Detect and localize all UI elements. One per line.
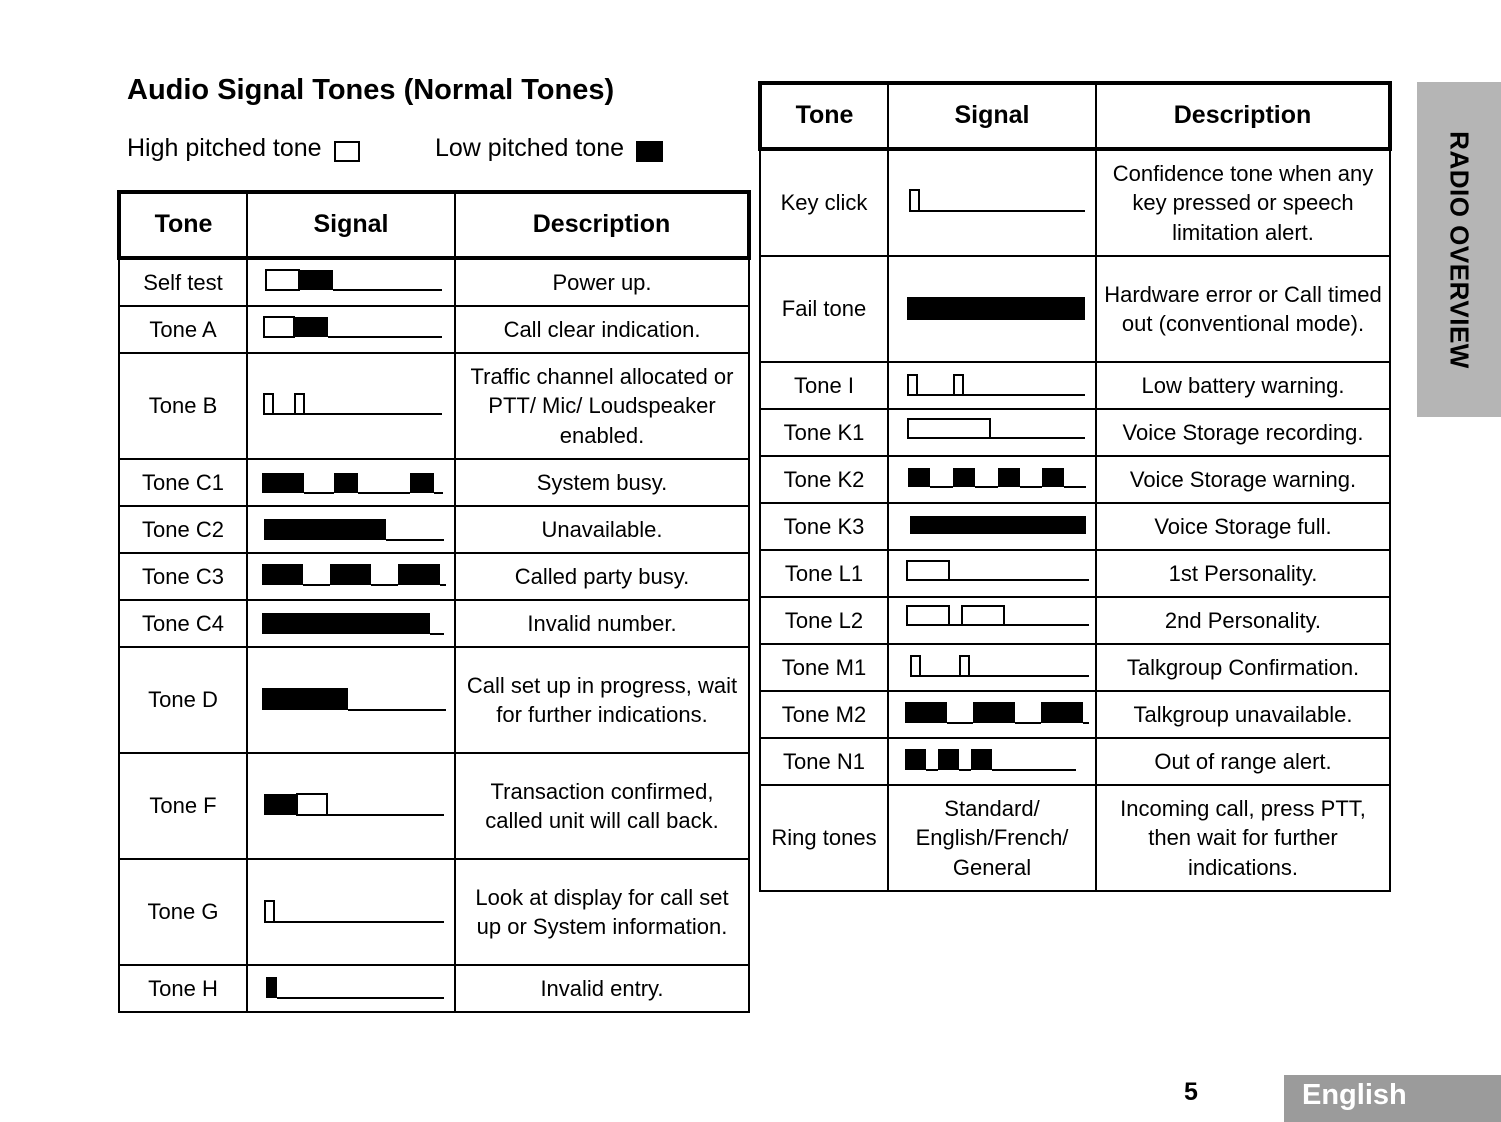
legend-high-label: High pitched tone [127, 134, 322, 162]
signal-waveform [248, 601, 456, 646]
table-row [119, 859, 749, 965]
signal-cell [247, 965, 455, 1012]
table-row [760, 644, 1390, 691]
tone-description: Voice Storage warning. [1096, 456, 1390, 503]
signal-cell [247, 553, 455, 600]
legend-high-pitched [127, 134, 360, 163]
table-row [760, 503, 1390, 550]
tone-description: Hardware error or Call timed out (conventional mode). [1096, 256, 1390, 362]
tone-description: Unavailable. [455, 506, 749, 553]
tone-description: Voice Storage recording. [1096, 409, 1390, 456]
tone-description: 1st Personality. [1096, 550, 1390, 597]
page-title: Audio Signal Tones (Normal Tones) [127, 74, 615, 106]
tone-description: Invalid entry. [455, 965, 749, 1012]
tone-name: Tone A [119, 306, 247, 353]
table-row [760, 691, 1390, 738]
tone-name: Key click [760, 149, 888, 256]
signal-cell [247, 647, 455, 753]
signal-cell [247, 353, 455, 459]
tone-description: Call set up in progress, wait for further indications. [455, 647, 749, 753]
table-row [760, 256, 1390, 362]
signal-waveform [248, 648, 456, 752]
header-tone: Tone [760, 83, 888, 149]
signal-cell [888, 738, 1096, 785]
table-row [760, 785, 1390, 891]
signal-waveform [248, 460, 456, 505]
tone-name: Tone L1 [760, 550, 888, 597]
tone-name: Tone D [119, 647, 247, 753]
tone-name: Tone G [119, 859, 247, 965]
table-row [119, 506, 749, 553]
tone-description: 2nd Personality. [1096, 597, 1390, 644]
table-row [119, 459, 749, 506]
signal-cell [247, 600, 455, 647]
table-row [119, 306, 749, 353]
table-header-row [760, 83, 1390, 149]
tone-description: Transaction confirmed, called unit will call back. [455, 753, 749, 859]
signal-cell [888, 362, 1096, 409]
header-signal: Signal [247, 192, 455, 258]
tone-description: Voice Storage full. [1096, 503, 1390, 550]
tone-name: Tone I [760, 362, 888, 409]
signal-waveform [889, 645, 1097, 690]
tone-description: Confidence tone when any key pressed or speech limitation alert. [1096, 149, 1390, 256]
signal-waveform [248, 554, 456, 599]
header-description: Description [455, 192, 749, 258]
table-row [119, 753, 749, 859]
table-header-row [119, 192, 749, 258]
tone-description: Talkgroup Confirmation. [1096, 644, 1390, 691]
tones-table-left [117, 190, 751, 1013]
signal-waveform [889, 457, 1097, 502]
tone-name: Tone C4 [119, 600, 247, 647]
legend-low-label: Low pitched tone [435, 134, 625, 162]
table-row [119, 258, 749, 306]
signal-cell [247, 753, 455, 859]
signal-waveform [889, 504, 1097, 549]
tone-description: System busy. [455, 459, 749, 506]
header-description: Description [1096, 83, 1390, 149]
signal-waveform [889, 739, 1097, 784]
table-row [760, 362, 1390, 409]
signal-waveform [248, 754, 456, 858]
signal-cell [888, 597, 1096, 644]
tone-description: Called party busy. [455, 553, 749, 600]
tone-description: Look at display for call set up or System information. [455, 859, 749, 965]
tone-name: Tone M2 [760, 691, 888, 738]
signal-waveform [248, 354, 456, 458]
table-row [760, 456, 1390, 503]
signal-cell [247, 459, 455, 506]
tone-name: Tone H [119, 965, 247, 1012]
tone-name: Tone L2 [760, 597, 888, 644]
tone-description: Low battery warning. [1096, 362, 1390, 409]
tone-description: Call clear indication. [455, 306, 749, 353]
table-row [760, 149, 1390, 256]
tone-name: Fail tone [760, 256, 888, 362]
high-pitch-swatch-icon [334, 141, 360, 162]
signal-cell [888, 503, 1096, 550]
section-side-tab-label: RADIO OVERVIEW [1444, 130, 1475, 369]
table-row [119, 647, 749, 753]
signal-waveform [889, 598, 1097, 643]
signal-text: Standard/ English/French/ General [888, 785, 1096, 891]
tone-description: Power up. [455, 258, 749, 306]
signal-waveform [889, 363, 1097, 408]
table-row [760, 597, 1390, 644]
signal-waveform [889, 692, 1097, 737]
signal-waveform [248, 966, 456, 1011]
signal-cell [888, 644, 1096, 691]
signal-waveform [248, 260, 456, 305]
signal-cell [888, 456, 1096, 503]
section-side-tab [1417, 82, 1501, 417]
signal-cell [247, 306, 455, 353]
low-pitch-swatch-icon [636, 141, 663, 162]
tone-name: Tone C1 [119, 459, 247, 506]
table-row [119, 553, 749, 600]
table-row [119, 965, 749, 1012]
tones-table-right [758, 81, 1392, 892]
legend-low-pitched [435, 134, 663, 163]
table-row [119, 600, 749, 647]
language-tab [1284, 1075, 1501, 1122]
signal-waveform [889, 257, 1097, 361]
table-row [760, 550, 1390, 597]
tone-name: Tone N1 [760, 738, 888, 785]
signal-cell [888, 256, 1096, 362]
signal-waveform [248, 307, 456, 352]
signal-waveform [248, 860, 456, 964]
header-signal: Signal [888, 83, 1096, 149]
tone-description: Talkgroup unavailable. [1096, 691, 1390, 738]
tone-name: Tone K3 [760, 503, 888, 550]
tone-description: Traffic channel allocated or PTT/ Mic/ Loudspeaker enabled. [455, 353, 749, 459]
signal-cell [247, 859, 455, 965]
signal-waveform [889, 410, 1097, 455]
language-tab-label: English [1302, 1079, 1407, 1111]
signal-waveform [248, 507, 456, 552]
tone-name: Tone K2 [760, 456, 888, 503]
signal-cell [888, 550, 1096, 597]
header-tone: Tone [119, 192, 247, 258]
page-number: 5 [1184, 1078, 1198, 1106]
tone-name: Tone F [119, 753, 247, 859]
tone-name: Tone B [119, 353, 247, 459]
tone-description: Invalid number. [455, 600, 749, 647]
signal-cell [888, 149, 1096, 256]
signal-waveform [889, 151, 1097, 255]
tone-name: Self test [119, 258, 247, 306]
table-row [760, 738, 1390, 785]
table-row [119, 353, 749, 459]
signal-cell [888, 691, 1096, 738]
tone-description: Incoming call, press PTT, then wait for further indications. [1096, 785, 1390, 891]
tone-description: Out of range alert. [1096, 738, 1390, 785]
signal-cell [888, 409, 1096, 456]
tone-name: Tone K1 [760, 409, 888, 456]
signal-waveform [889, 551, 1097, 596]
signal-cell [247, 506, 455, 553]
signal-cell [247, 258, 455, 306]
tone-name: Ring tones [760, 785, 888, 891]
tone-name: Tone C3 [119, 553, 247, 600]
tone-name: Tone C2 [119, 506, 247, 553]
table-row [760, 409, 1390, 456]
tone-name: Tone M1 [760, 644, 888, 691]
